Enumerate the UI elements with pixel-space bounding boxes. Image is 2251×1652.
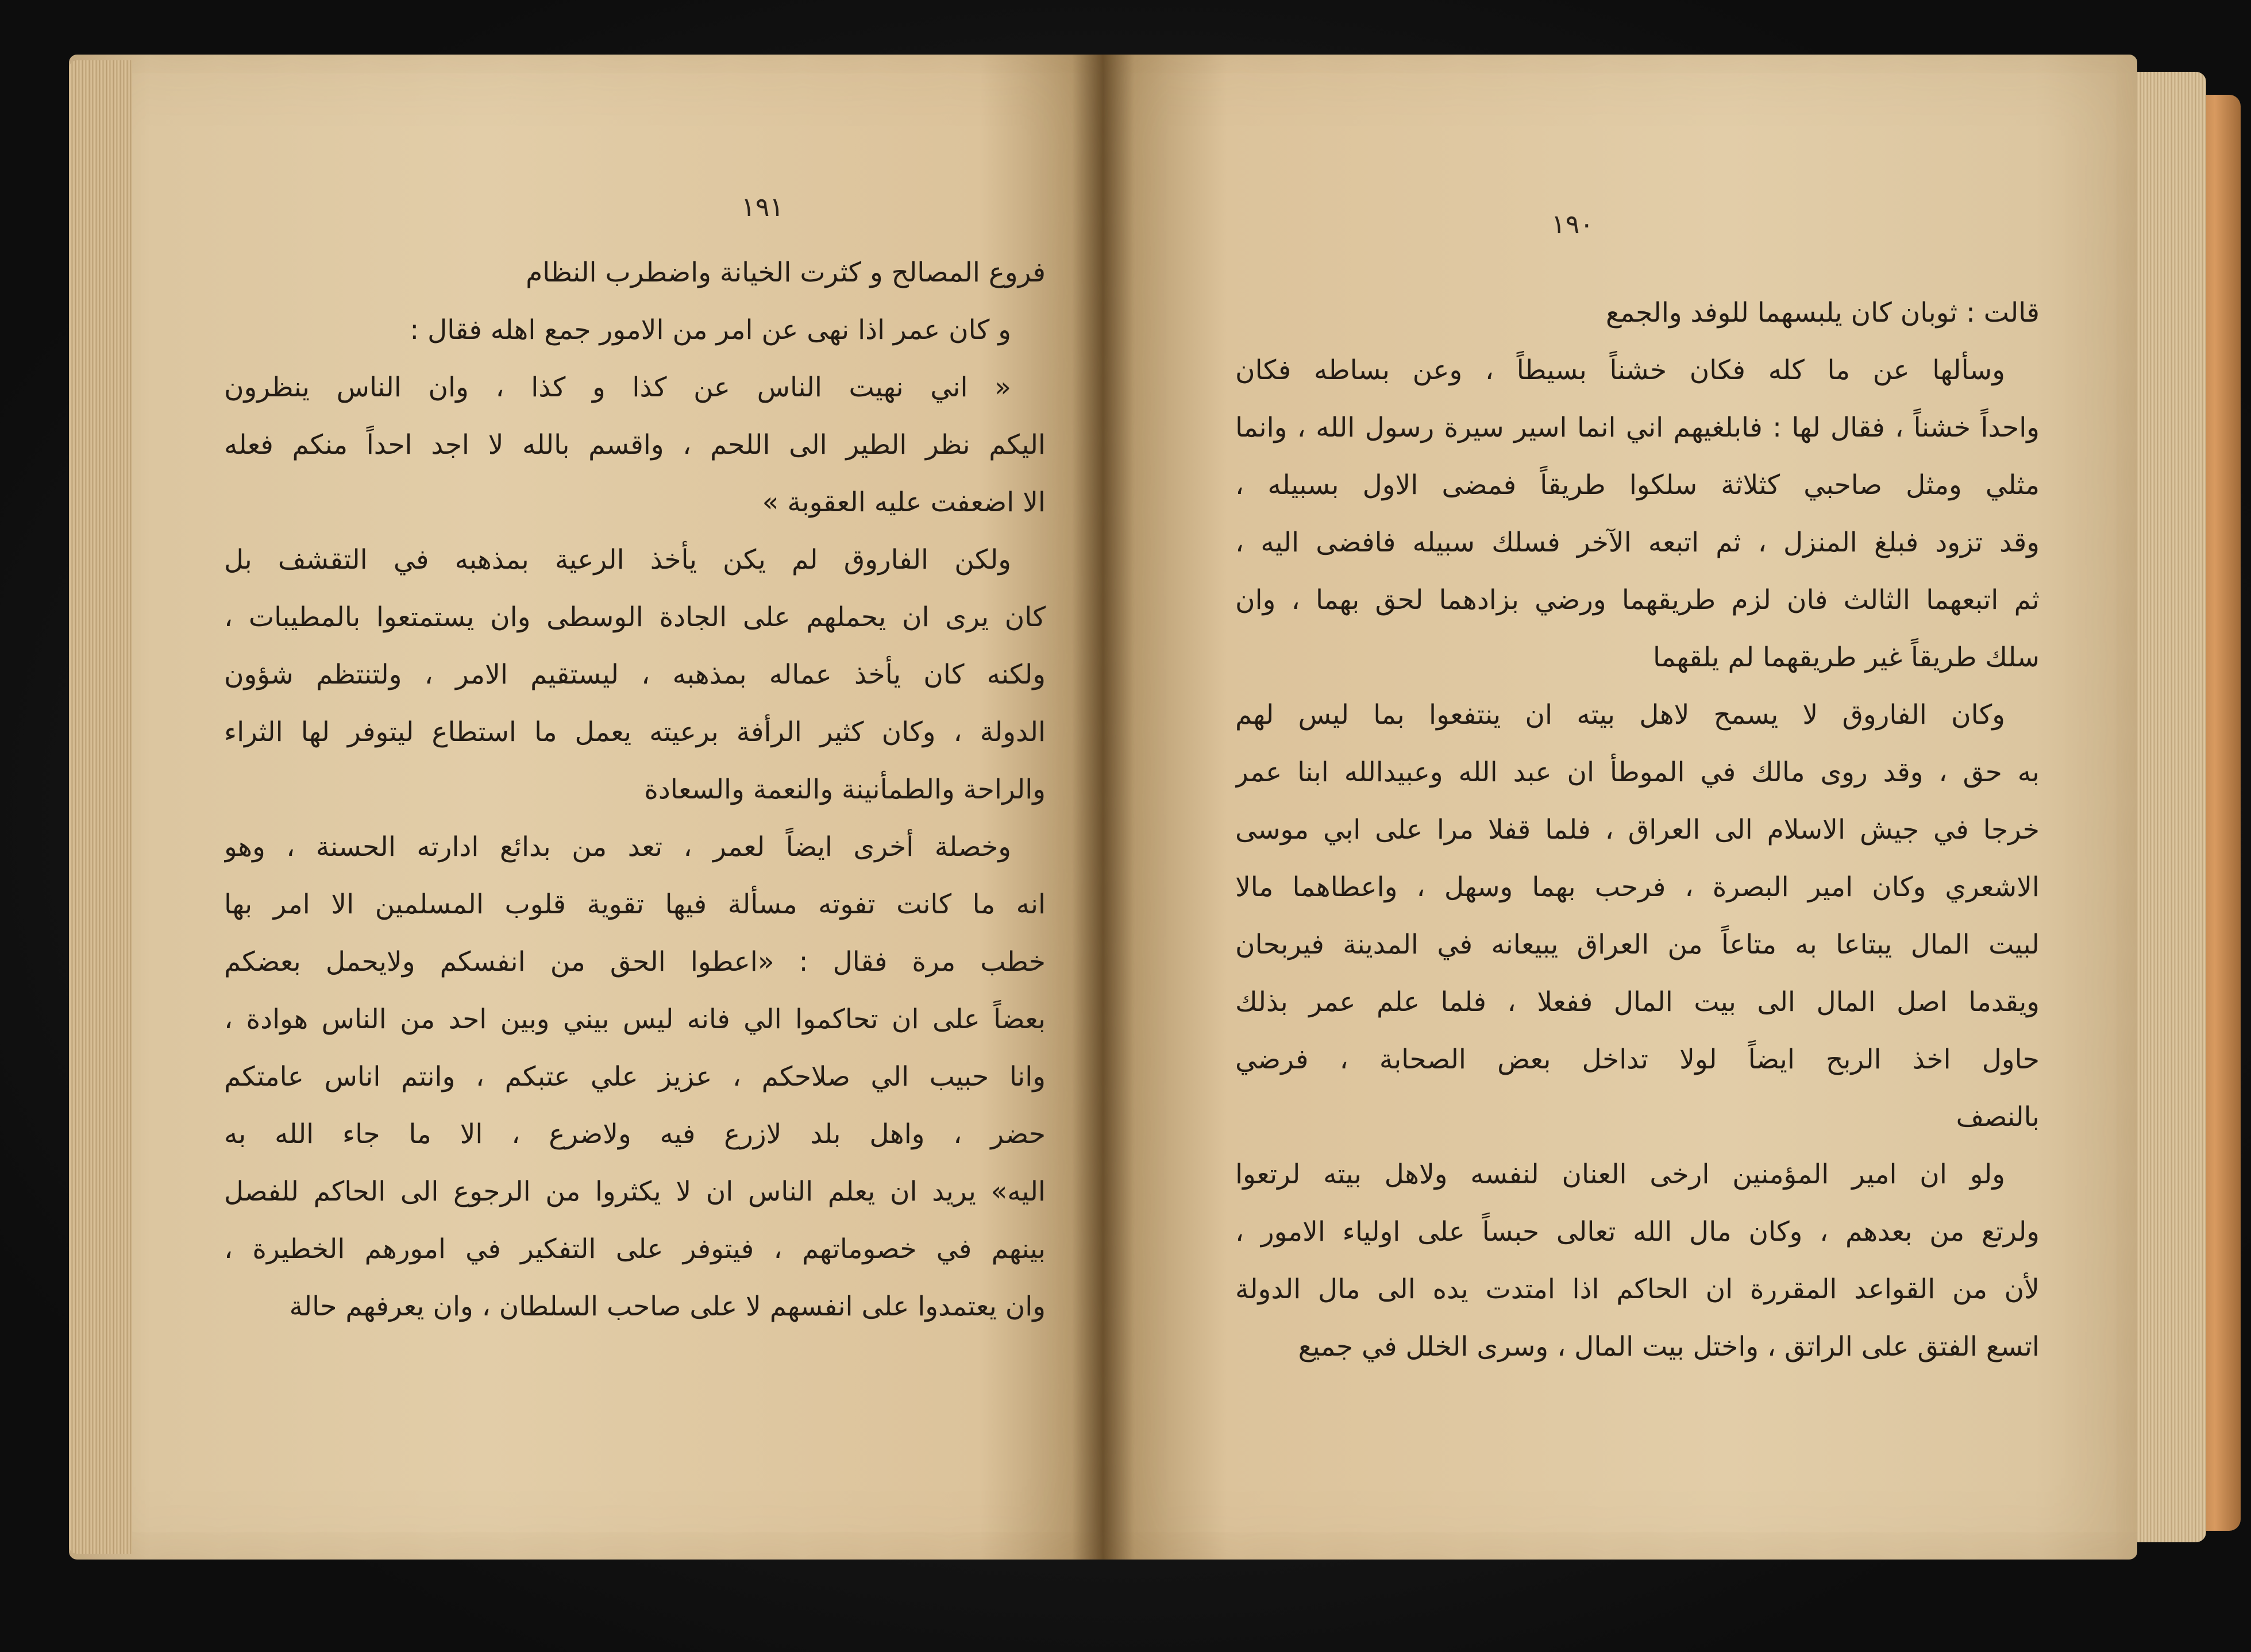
right-page-edges [2137,72,2206,1542]
text-line: حاول اخذ الربح ايضاً لولا تداخل بعض الصحابة ، فرضي [1235,1044,2040,1075]
text-line: بينهم في خصوماتهم ، فيتوفر على التفكير في امورهم الخطيرة ، [224,1233,1046,1265]
text-line: اتسع الفتق على الراتق ، واختل بيت المال ، وسرى الخلل في جميع [1298,1331,2040,1362]
text-line: بالنصف [1956,1101,2040,1133]
page-number-right: ١٩٠ [1551,209,1594,240]
text-line: اليكم نظر الطير الى اللحم ، واقسم بالله لا اجد احداً منكم فعله [224,429,1046,461]
text-line: ولو ان امير المؤمنين ارخى العنان لنفسه ولاهل بيته لرتعوا [1235,1159,2005,1190]
text-line: انه ما كانت تفوته مسألة فيها تقوية قلوب المسلمين الا امر بها [224,889,1046,920]
text-line: الا اضعفت عليه العقوبة » [762,487,1046,518]
text-line: « اني نهيت الناس عن كذا و كذا ، وان الناس ينظرون [224,372,1011,403]
text-line: ولرتع من بعدهم ، وكان مال الله تعالى حبساً على اولياء الامور ، [1235,1216,2040,1248]
left-page [69,55,1103,1560]
text-line: الاشعري وكان امير البصرة ، فرحب بهما وسهل ، واعطاهما مالا [1235,871,2040,903]
text-line: مثلي ومثل صاحبي كثلاثة سلكوا طريقاً فمضى الاول بسبيله ، [1235,469,2040,501]
text-line: وسألها عن ما كله فكان خشناً بسيطاً ، وعن بساطه فكان [1235,354,2005,386]
left-page-text [224,244,1046,1336]
right-page-text [1235,284,2040,1376]
page-number-left: ١٩١ [741,191,784,222]
text-line: به حق ، وقد روى مالك في الموطأ ان عبد الله وعبيدالله ابنا عمر [1235,756,2040,788]
text-line: ولكن الفاروق لم يكن يأخذ الرعية بمذهبه في التقشف بل [224,544,1011,576]
text-line: وخصلة أخرى ايضاً لعمر ، تعد من بدائع ادارته الحسنة ، وهو [224,831,1011,863]
text-line: اليه» يريد ان يعلم الناس ان لا يكثروا من الرجوع الى الحاكم للفصل [224,1176,1046,1207]
text-line: ولكنه كان يأخذ عماله بمذهبه ، ليستقيم الامر ، ولتنتظم شؤون [224,659,1046,690]
text-line: خرجا في جيش الاسلام الى العراق ، فلما قفلا مرا على ابي موسى [1235,814,2040,846]
text-line: قالت : ثوبان كان يلبسهما للوفد والجمع [1605,297,2040,329]
text-line: حضر ، واهل بلد لازرع فيه ولاضرع ، الا ما جاء الله به [224,1118,1046,1150]
text-line: وقد تزود فبلغ المنزل ، ثم اتبعه الآخر فسلك سبيله فافضى اليه ، [1235,527,2040,558]
text-line: الدولة ، وكان كثير الرأفة برعيته يعمل ما استطاع ليتوفر لها الثراء [224,716,1046,748]
text-line: والراحة والطمأنينة والنعمة والسعادة [644,774,1046,805]
open-book [69,55,2137,1560]
right-page [1103,55,2137,1560]
text-line: واحداً خشناً ، فقال لها : فابلغيهم اني انما اسير سيرة رسول الله ، وانما [1235,412,2040,443]
text-line: ويقدما اصل المال الى بيت المال ففعلا ، فلما علم عمر بذلك [1235,986,2040,1018]
text-line: وانا حبيب الي صلاحكم ، عزيز علي عتبكم ، وانتم اناس عامتكم [224,1061,1046,1093]
text-line: لبيت المال يبتاعا به متاعاً من العراق يبيعانه في المدينة فيربحان [1235,929,2040,960]
text-line: خطب مرة فقال : «اعطوا الحق من انفسكم ولايحمل بعضكم [224,946,1046,978]
text-line: ثم اتبعهما الثالث فان لزم طريقهما ورضي بزادهما لحق بهما ، وان [1235,584,2040,616]
text-line: فروع المصالح و كثرت الخيانة واضطرب النظام [526,257,1046,288]
text-line: وان يعتمدوا على انفسهم لا على صاحب السلطان ، وان يعرفهم حالة [289,1291,1046,1322]
text-line: كان يرى ان يحملهم على الجادة الوسطى وان يستمتعوا بالمطيبات ، [224,601,1046,633]
text-line: و كان عمر اذا نهى عن امر من الامور جمع اهله فقال : [410,314,1011,346]
text-line: وكان الفاروق لا يسمح لاهل بيته ان ينتفعوا بما ليس لهم [1235,699,2005,731]
left-page-edges [69,60,132,1554]
text-line: لأن من القواعد المقررة ان الحاكم اذا امتدت يده الى مال الدولة [1235,1273,2040,1305]
text-line: سلك طريقاً غير طريقهما لم يلقهما [1653,642,2040,673]
text-line: بعضاً على ان تحاكموا الي فانه ليس بيني وبين احد من الناس هوادة ، [224,1003,1046,1035]
